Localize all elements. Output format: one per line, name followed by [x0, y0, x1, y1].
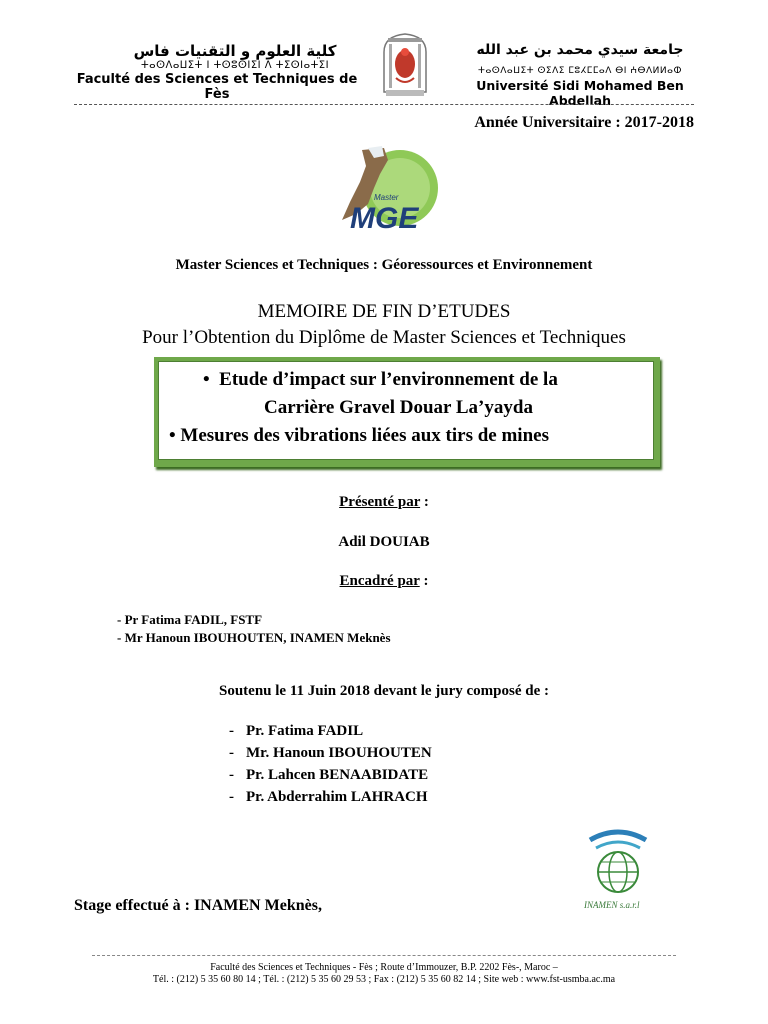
- supervisor-item: - Pr Fatima FADIL, FSTF: [117, 612, 263, 627]
- topic-2: • Mesures des vibrations liées aux tirs de mines: [169, 425, 549, 446]
- defense-statement: Soutenu le 11 Juin 2018 devant le jury composé de :: [218, 683, 549, 699]
- jury-member: - Pr. Fatima FADIL: [229, 723, 364, 739]
- fst-french-name: Faculté des Sciences et Techniques de Fès: [76, 72, 358, 102]
- jury-member: - Pr. Abderrahim LAHRACH: [229, 789, 428, 805]
- university-crest-icon: [378, 30, 432, 100]
- topic-1-line-2: Carrière Gravel Douar La’yayda: [264, 397, 533, 418]
- footer-address: Faculté des Sciences et Techniques - Fès ; Route d’Immouzer, B.P. 2202 Fès-, Maroc –: [210, 962, 558, 973]
- footer-contact: Tél. : (212) 5 35 60 80 14 ; Tél. : (212) 5 35 60 29 53 ; Fax : (212) 5 35 60 82 14 ; Site web : www.fst-usmba.ac.ma: [152, 974, 616, 985]
- bullet: •: [203, 369, 210, 390]
- fst-arabic-name: كلية العلوم و التقنيات فاس: [133, 42, 337, 60]
- inamen-logo-icon: [580, 826, 656, 914]
- logo-mge-text: MGE: [350, 202, 419, 235]
- presented-by: Présenté par :: [339, 494, 429, 510]
- academic-year: Année Universitaire : 2017-2018: [474, 114, 694, 131]
- topic-box: [154, 357, 660, 467]
- master-program: Master Sciences et Techniques : Géoressources et Environnement: [175, 257, 593, 273]
- supervisor-item: - Mr Hanoun IBOUHOUTEN, INAMEN Meknès: [117, 630, 391, 645]
- logo-master-text: Master: [374, 193, 399, 202]
- usmba-arabic-name: جامعة سيدي محمد بن عبد الله: [476, 42, 684, 58]
- header-separator: [74, 104, 694, 105]
- usmba-french-name: Université Sidi Mohamed Ben Abdellah: [476, 78, 684, 108]
- fst-tifinagh-name: ⵜⴰⵙⴷⴰⵡⵉⵜ ⵏ ⵜⵙⵓⵙⵏⵉⵏ ⴷ ⵜⵉⵙⵏⴰⵜⵉⵏ: [140, 60, 330, 71]
- thesis-title: MEMOIRE DE FIN D’ETUDES: [257, 301, 511, 322]
- topic-1-line-1: • Etude d’impact sur l’environnement de la: [203, 369, 558, 390]
- diploma-purpose: Pour l’Obtention du Diplôme de Master Sciences et Techniques: [142, 327, 626, 348]
- master-mge-logo-icon: [322, 142, 446, 236]
- bullet: •: [169, 425, 176, 446]
- usmba-tifinagh-name: ⵜⴰⵙⴷⴰⵡⵉⵜ ⵙⵉⴷⵉ ⵎⵓⵃⵎⵎⴰⴷ ⴱⵏ ⵄⴱⴷⵍⵍⴰⵀ: [478, 66, 682, 76]
- internship-location: Stage effectué à : INAMEN Meknès,: [74, 897, 322, 914]
- inamen-logo-text: INAMEN s.a.r.l: [584, 900, 640, 910]
- footer-separator: [92, 955, 676, 956]
- jury-member: - Mr. Hanoun IBOUHOUTEN: [229, 745, 432, 761]
- supervised-by: Encadré par :: [339, 573, 429, 589]
- jury-member: - Pr. Lahcen BENAABIDATE: [229, 767, 429, 783]
- author-name: Adil DOUIAB: [338, 534, 430, 550]
